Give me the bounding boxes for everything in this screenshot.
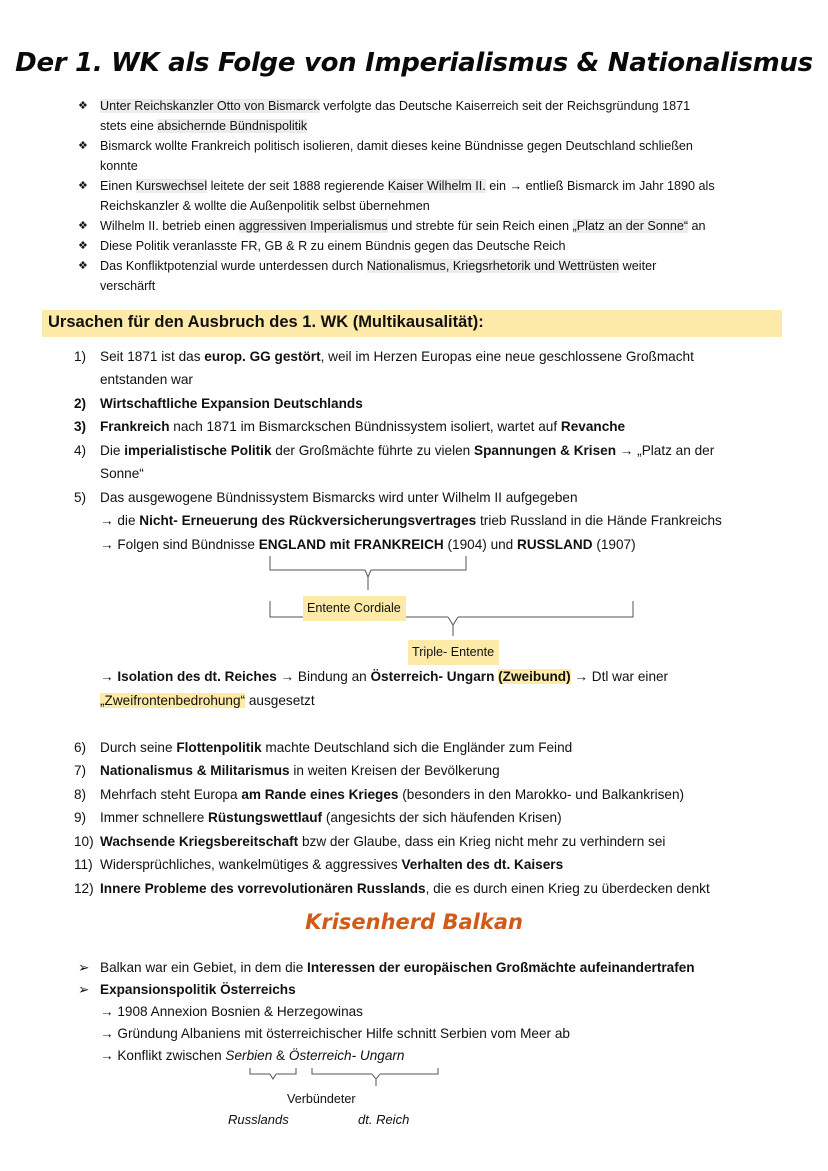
arrow-bullet-icon: ➢ [78,982,90,997]
triple-entente-label: Triple- Entente [408,640,499,665]
list-item-continuation: Reichskanzler & wollte die Außenpolitik selbst übernehmen [100,199,430,213]
diamond-bullet-icon: ❖ [78,240,88,252]
list-item-continuation: Sonne“ [100,466,144,481]
list-item: ❖ Bismarck wollte Frankreich politisch isolieren, damit dieses keine Bündnisse gegen Deutschland schließen [100,136,693,156]
list-item: ❖ Einen Kurswechsel leitete der seit 1888 regierende Kaiser Wilhelm II. ein → entließ Bismarck im Jahr 1890 als [100,176,715,196]
bracket-entente-cordiale [270,556,466,590]
diamond-bullet-icon: ❖ [78,140,88,152]
section-heading: Ursachen für den Ausbruch des 1. WK (Multikausalität): [48,313,484,331]
page-title: Der 1. WK als Folge von Imperialismus & Nationalismus [15,48,813,78]
list-item-continuation: → Gründung Albaniens mit österreichischer Hilfe schnitt Serbien vom Meer ab [100,1026,570,1041]
diamond-bullet-icon: ❖ [78,260,88,272]
entente-cordiale-label: Entente Cordiale [303,596,406,621]
verbuendeter-label: Verbündeter [287,1092,356,1106]
russlands-label: Russlands [228,1112,289,1127]
diamond-bullet-icon: ❖ [78,220,88,232]
bracket-serbien [250,1068,296,1079]
diamond-bullet-icon: ❖ [78,180,88,192]
list-item: ❖ Diese Politik veranlasste FR, GB & R zu einem Bündnis gegen das Deutsche Reich [100,236,566,256]
bracket-oesterreich [312,1068,438,1086]
balkan-heading: Krisenherd Balkan [305,910,523,934]
list-item: ❖ Wilhelm II. betrieb einen aggressiven Imperialismus und strebte für sein Reich einen „Platz an der Sonne“ an [100,216,706,236]
diamond-bullet-icon: ❖ [78,100,88,112]
list-item-continuation: stets eine absichernde Bündnispolitik [100,119,308,133]
list-item-continuation: konnte [100,159,138,173]
dt-reich-label: dt. Reich [358,1112,410,1127]
list-item-continuation: entstanden war [100,372,193,387]
list-item-continuation: → Isolation des dt. Reiches → Bindung an Österreich- Ungarn (Zweibund) → Dtl war einer [100,669,669,684]
list-item-continuation: „Zweifrontenbedrohung“ ausgesetzt [100,693,315,708]
arrow-bullet-icon: ➢ [78,960,90,975]
list-item-continuation: → die Nicht- Erneuerung des Rückversicherungsvertrages trieb Russland in die Hände Frankreichs [100,513,722,528]
list-item: ❖ Das Konfliktpotenzial wurde unterdessen durch Nationalismus, Kriegsrhetorik und Wettrüsten weiter [100,256,656,276]
list-item-continuation: → Konflikt zwischen Serbien & Österreich- Ungarn [100,1048,405,1063]
list-item-continuation: → Folgen sind Bündnisse ENGLAND mit FRANKREICH (1904) und RUSSLAND (1907) [100,537,636,552]
list-item-continuation: → 1908 Annexion Bosnien & Herzegowinas [100,1004,363,1019]
list-item-continuation: verschärft [100,279,156,293]
list-item: ❖ Unter Reichskanzler Otto von Bismarck verfolgte das Deutsche Kaiserreich seit der Reichsgründung 1871 [100,96,690,116]
